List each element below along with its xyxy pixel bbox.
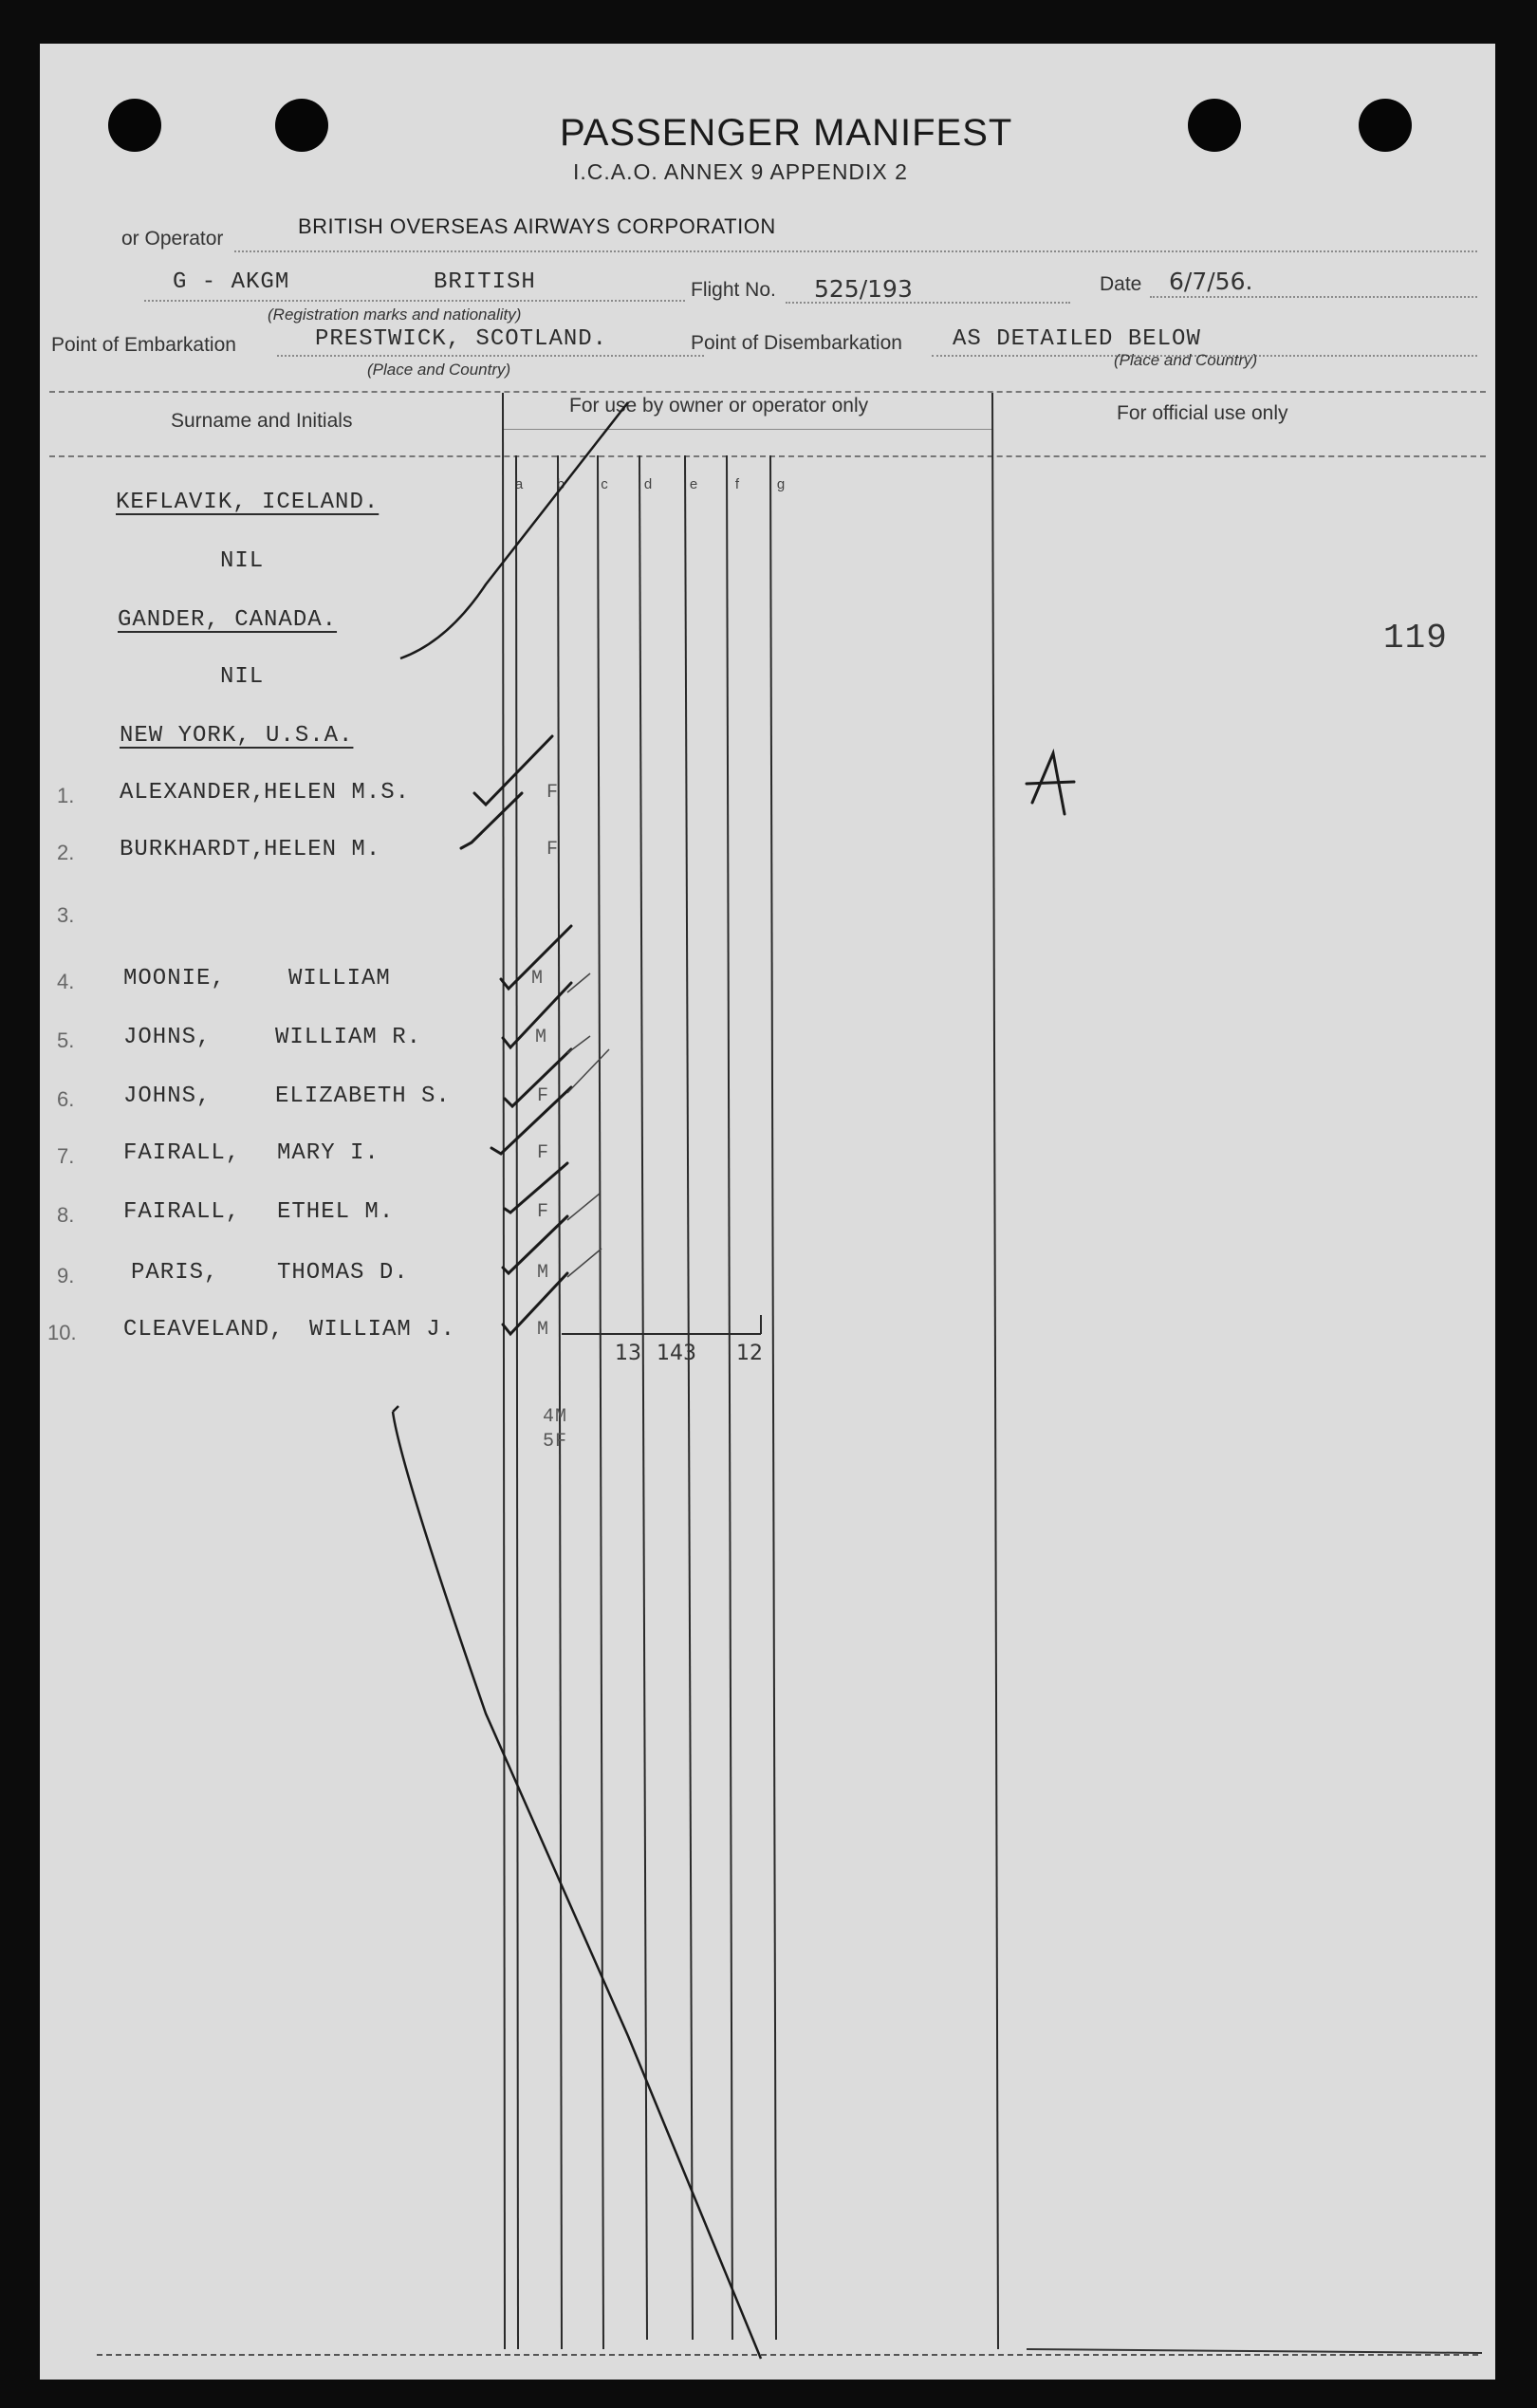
flight-value: 525/193: [814, 275, 913, 303]
summary-female-count: 5F: [543, 1431, 568, 1453]
official-use-column-header: For official use only: [1117, 402, 1288, 424]
passenger-sex: M: [537, 1319, 549, 1341]
embarkation-label: Point of Embarkation: [51, 334, 236, 356]
passenger-sex: F: [537, 1085, 549, 1107]
total-column-b: 13: [615, 1342, 641, 1365]
passenger-number: 4.: [57, 970, 75, 993]
passenger-sex: F: [546, 782, 559, 804]
total-column-d: 12: [736, 1342, 763, 1365]
passenger-number: 9.: [57, 1264, 75, 1287]
operator-label: or Operator: [121, 228, 224, 250]
passenger-number: 10.: [47, 1321, 77, 1344]
stop-keflavik: KEFLAVIK, ICELAND.: [116, 490, 380, 515]
passenger-given-names: WILLIAM: [288, 966, 391, 991]
passenger-given-names: ELIZABETH S.: [275, 1084, 451, 1109]
page-title: PASSENGER MANIFEST: [560, 112, 1013, 154]
table-grid-lines: [40, 44, 1495, 2380]
passenger-surname: ALEXANDER,: [120, 780, 267, 806]
passenger-number: 8.: [57, 1203, 75, 1227]
passenger-number: 3.: [57, 903, 75, 927]
passenger-given-names: ETHEL M.: [277, 1199, 395, 1225]
passenger-sex: M: [535, 1027, 547, 1048]
column-letter-g: g: [776, 476, 786, 492]
passenger-given-names: MARY I.: [277, 1140, 380, 1166]
column-letter-d: d: [643, 476, 653, 492]
passenger-surname: PARIS,: [131, 1260, 219, 1286]
stop-gander-note: NIL: [220, 664, 265, 690]
registration-value: G - AKGM: [173, 269, 290, 295]
passenger-surname: CLEAVELAND,: [123, 1317, 285, 1343]
passenger-given-names: HELEN M.S.: [264, 780, 411, 806]
passenger-sex: F: [546, 839, 559, 861]
total-column-c: 143: [657, 1342, 696, 1365]
passenger-given-names: HELEN M.: [264, 837, 381, 862]
passenger-number: 7.: [57, 1144, 75, 1168]
stop-gander: GANDER, CANADA.: [118, 607, 338, 633]
nationality-value: BRITISH: [434, 269, 536, 295]
passenger-given-names: THOMAS D.: [277, 1260, 409, 1286]
passenger-surname: JOHNS,: [123, 1025, 212, 1050]
column-letter-e: e: [689, 476, 698, 492]
date-value: 6/7/56.: [1169, 268, 1253, 295]
surname-column-header: Surname and Initials: [171, 410, 353, 432]
passenger-surname: MOONIE,: [123, 966, 226, 991]
passenger-number: 2.: [57, 841, 75, 864]
column-letter-a: a: [514, 476, 524, 492]
date-label: Date: [1100, 273, 1142, 295]
disembarkation-value: AS DETAILED BELOW: [953, 326, 1201, 352]
passenger-surname: BURKHARDT,: [120, 837, 267, 862]
summary-male-count: 4M: [543, 1406, 568, 1428]
column-letter-c: c: [601, 476, 608, 492]
operator-value: BRITISH OVERSEAS AIRWAYS CORPORATION: [298, 214, 776, 238]
page-number: 119: [1383, 619, 1448, 658]
passenger-given-names: WILLIAM J.: [309, 1317, 456, 1343]
passenger-number: 6.: [57, 1087, 75, 1111]
passenger-surname: FAIRALL,: [123, 1199, 241, 1225]
column-letter-f: f: [734, 476, 740, 492]
disembarkation-caption: (Place and Country): [1114, 351, 1258, 369]
owner-use-column-header: For use by owner or operator only: [569, 395, 869, 417]
passenger-number: 1.: [57, 784, 75, 807]
flight-label: Flight No.: [691, 279, 776, 301]
official-use-mark-label: [1034, 757, 1035, 758]
registration-caption: (Registration marks and nationality): [268, 306, 522, 324]
passenger-given-names: WILLIAM R.: [275, 1025, 422, 1050]
embarkation-caption: (Place and Country): [367, 361, 511, 379]
passenger-sex: F: [537, 1201, 549, 1223]
passenger-number: 5.: [57, 1028, 75, 1052]
passenger-sex: M: [531, 968, 544, 990]
stop-keflavik-note: NIL: [220, 548, 265, 574]
embarkation-value: PRESTWICK, SCOTLAND.: [315, 326, 608, 352]
passenger-surname: FAIRALL,: [123, 1140, 241, 1166]
disembarkation-label: Point of Disembarkation: [691, 332, 902, 354]
column-letter-b: b: [556, 476, 565, 492]
page-subtitle: I.C.A.O. ANNEX 9 APPENDIX 2: [573, 159, 908, 184]
passenger-surname: JOHNS,: [123, 1084, 212, 1109]
stop-new-york: NEW YORK, U.S.A.: [120, 723, 354, 749]
passenger-sex: M: [537, 1262, 549, 1284]
manifest-page: [40, 44, 1495, 2380]
passenger-sex: F: [537, 1142, 549, 1164]
